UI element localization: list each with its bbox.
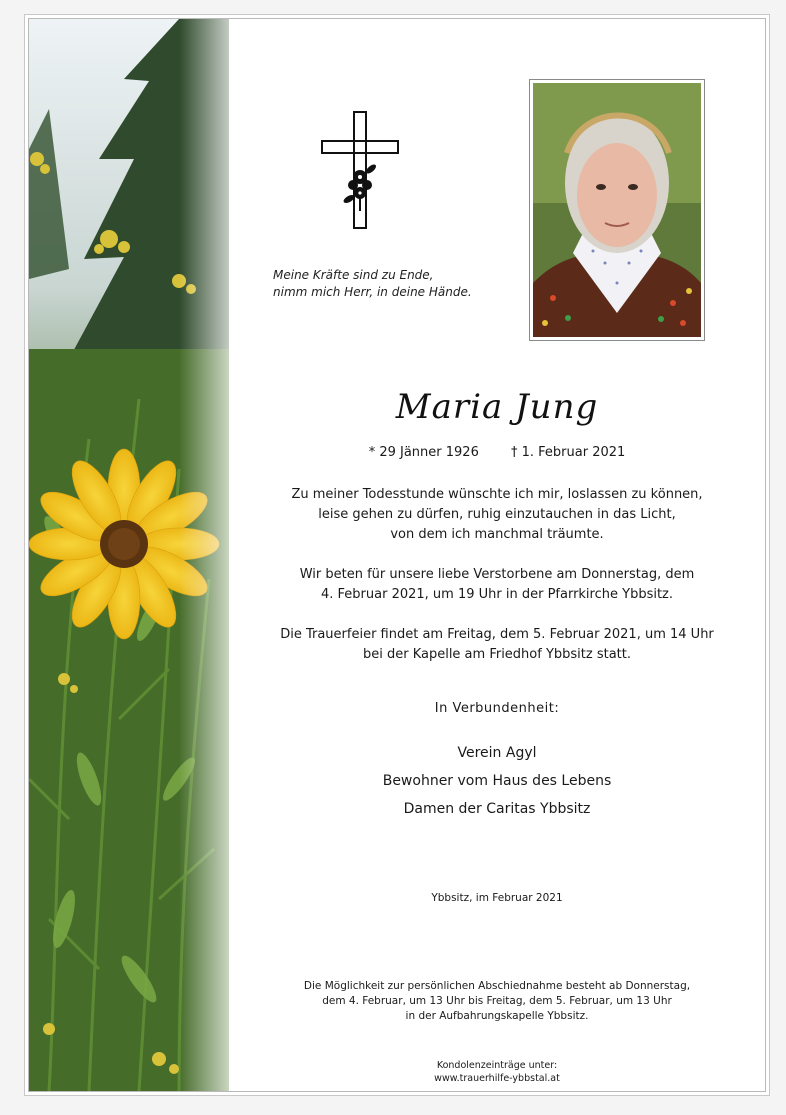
- poem-line: leise gehen zu dürfen, ruhig einzutauchen in das Licht,: [318, 507, 676, 522]
- mourner: Verein Agyl: [457, 745, 537, 761]
- poem-line: von dem ich manchmal träumte.: [390, 527, 604, 542]
- mourner: Damen der Caritas Ybbsitz: [403, 801, 591, 817]
- prayer-line: 4. Februar 2021, um 19 Uhr in der Pfarrkirche Ybbsitz.: [320, 587, 674, 602]
- verse-line: Meine Kräfte sind zu Ende,: [273, 268, 434, 282]
- condolence-url[interactable]: www.trauerhilfe-ybbstal.at: [434, 1073, 560, 1084]
- cross-with-rose-icon: [321, 111, 399, 229]
- verse-line: nimm mich Herr, in deine Hände.: [273, 285, 472, 299]
- prayer-notice: [229, 565, 765, 605]
- verse: [273, 267, 503, 301]
- farewell-notice: [229, 979, 765, 1024]
- funeral-line: Die Trauerfeier findet am Freitag, dem 5. Februar 2021, um 14 Uhr: [280, 627, 714, 642]
- mourners-list: [229, 739, 765, 823]
- mourner: Bewohner vom Haus des Lebens: [382, 773, 612, 789]
- life-dates: [229, 445, 765, 460]
- poem-line: Zu meiner Todesstunde wünschte ich mir, loslassen zu können,: [291, 487, 703, 502]
- prayer-line: Wir beten für unsere liebe Verstorbene am Donnerstag, dem: [299, 567, 695, 582]
- condolence-label: Kondolenzeinträge unter:: [436, 1060, 558, 1071]
- farewell-line: Die Möglichkeit zur persönlichen Abschiednahme besteht ab Donnerstag,: [303, 980, 691, 992]
- farewell-line: in der Aufbahrungskapelle Ybbsitz.: [405, 1010, 589, 1022]
- funeral-line: bei der Kapelle am Friedhof Ybbsitz statt.: [362, 647, 632, 662]
- death-date: † 1. Februar 2021: [511, 445, 626, 460]
- poem: [229, 485, 765, 545]
- portrait-photo: [529, 79, 705, 341]
- funeral-notice: [229, 625, 765, 665]
- place-date: Ybbsitz, im Februar 2021: [431, 892, 563, 904]
- greeting: In Verbundenheit:: [434, 701, 560, 716]
- condolence-info: [229, 1059, 765, 1085]
- deceased-name: Maria Jung: [395, 387, 599, 427]
- birth-date: * 29 Jänner 1926: [368, 445, 479, 460]
- photo-fade: [179, 19, 249, 1091]
- farewell-line: dem 4. Februar, um 13 Uhr bis Freitag, dem 5. Februar, um 13 Uhr: [322, 995, 672, 1007]
- parte-card: [28, 18, 766, 1092]
